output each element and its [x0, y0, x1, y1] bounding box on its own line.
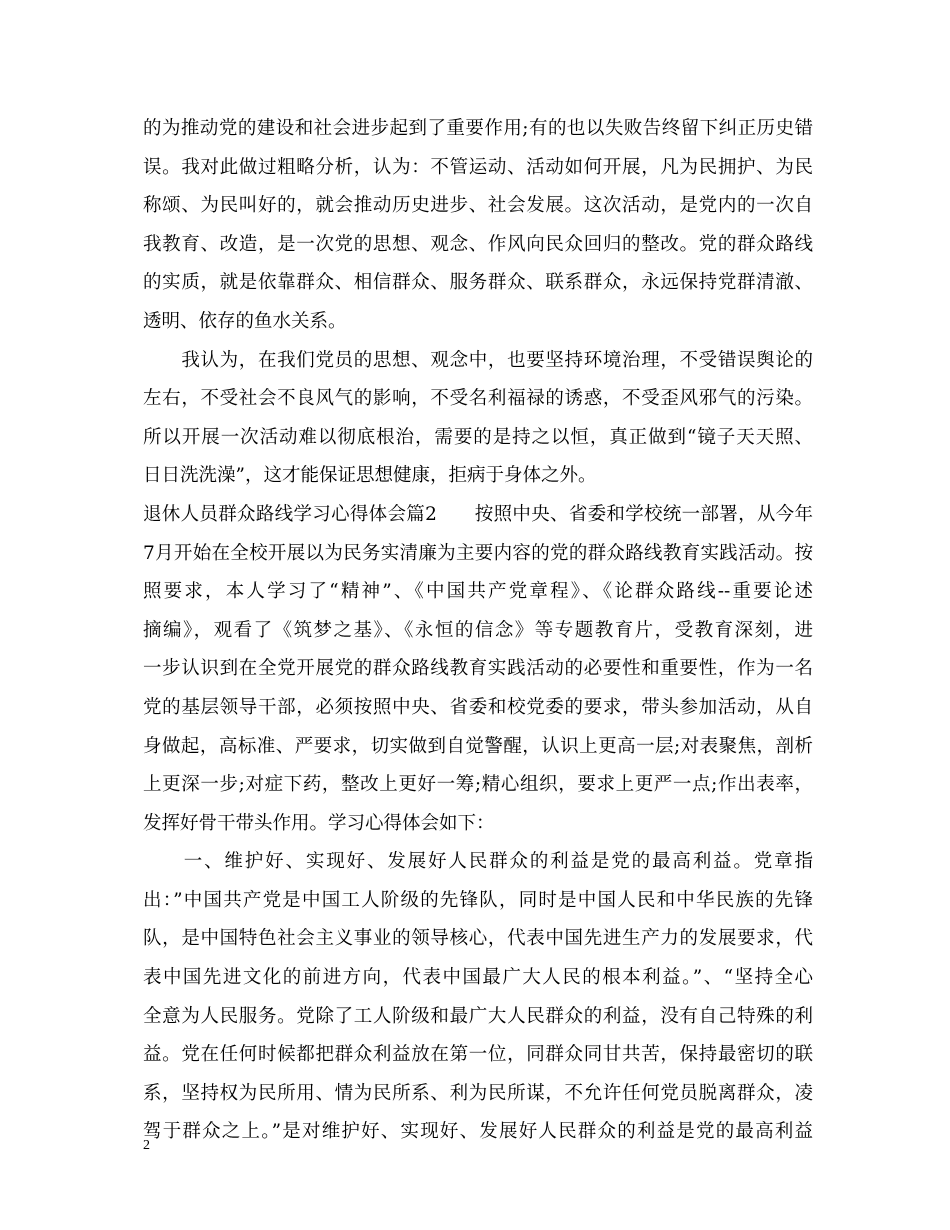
text-line: 党的基层领导干部，必须按照中央、省委和校党委的要求，带头参加活动，从自 [143, 696, 813, 718]
page-number: 2 [143, 1138, 150, 1153]
text-line: 照要求，本人学习了“精神”、《中国共产党章程》、《论群众路线--重要论述 [143, 581, 813, 603]
text-line: 摘编》，观看了《筑梦之基》、《永恒的信念》等专题教育片，受教育深刻，进 [143, 619, 813, 641]
text-line: 所以开展一次活动难以彻底根治，需要的是持之以恒，真正做到“镜子天天照、 [143, 426, 813, 448]
text-line: 的实质，就是依靠群众、相信群众、服务群众、联系群众，永远保持党群清澈、 [143, 272, 813, 294]
text-line: 身做起，高标准、严要求，切实做到自觉警醒，认识上更高一层;对表聚焦，剖析 [143, 735, 813, 757]
document-body [143, 110, 813, 1152]
text-line: 日日洗洗澡”，这才能保证思想健康，拒病于身体之外。 [143, 465, 597, 487]
text-line: 误。我对此做过粗略分析，认为：不管运动、活动如何开展，凡为民拥护、为民 [143, 156, 813, 178]
text-line: 称颂、为民叫好的，就会推动历史进步、社会发展。这次活动，是党内的一次自 [143, 195, 813, 217]
text-line: 一、维护好、实现好、发展好人民群众的利益是党的最高利益。党章指 [143, 851, 813, 873]
text-line: 队，是中国特色社会主义事业的领导核心，代表中国先进生产力的发展要求，代 [143, 928, 813, 950]
text-line: 的为推动党的建设和社会进步起到了重要作用;有的也以失败告终留下纠正历史错 [143, 118, 813, 139]
text-line: 出：”中国共产党是中国工人阶级的先锋队，同时是中国人民和中华民族的先锋 [143, 889, 813, 911]
text-line: 透明、依存的鱼水关系。 [143, 310, 347, 332]
text-line: 我教育、改造，是一次党的思想、观念、作风向民众回归的整改。党的群众路线 [143, 233, 813, 255]
text-line: 我认为，在我们党员的思想、观念中，也要坚持环境治理，不受错误舆论的 [143, 349, 813, 371]
text-line: 一步认识到在全党开展党的群众路线教育实践活动的必要性和重要性，作为一名 [143, 658, 813, 680]
text-line: 表中国先进文化的前进方向，代表中国最广大人民的根本利益。”、“坚持全心 [143, 967, 813, 989]
text-line: 退休人员群众路线学习心得体会篇2 按照中央、省委和学校统一部署，从今年 [143, 503, 813, 525]
text-line: 驾于群众之上。”是对维护好、实现好、发展好人民群众的利益是党的最高利益 [143, 1121, 813, 1143]
text-line: 左右，不受社会不良风气的影响，不受名利福禄的诱惑，不受歪风邪气的污染。 [143, 388, 813, 410]
text-line: 7月开始在全校开展以为民务实清廉为主要内容的党的群众路线教育实践活动。按 [143, 542, 813, 564]
text-line: 上更深一步;对症下药，整改上更好一筹;精心组织，要求上更严一点;作出表率， [143, 774, 813, 796]
text-line: 发挥好骨干带头作用。学习心得体会如下： [143, 812, 495, 834]
text-line: 全意为人民服务。党除了工人阶级和最广大人民群众的利益，没有自己特殊的利 [143, 1005, 813, 1027]
text-line: 益。党在任何时候都把群众利益放在第一位，同群众同甘共苦，保持最密切的联 [143, 1044, 813, 1066]
text-line: 系，坚持权为民所用、情为民所系、利为民所谋，不允许任何党员脱离群众，凌 [143, 1082, 813, 1104]
